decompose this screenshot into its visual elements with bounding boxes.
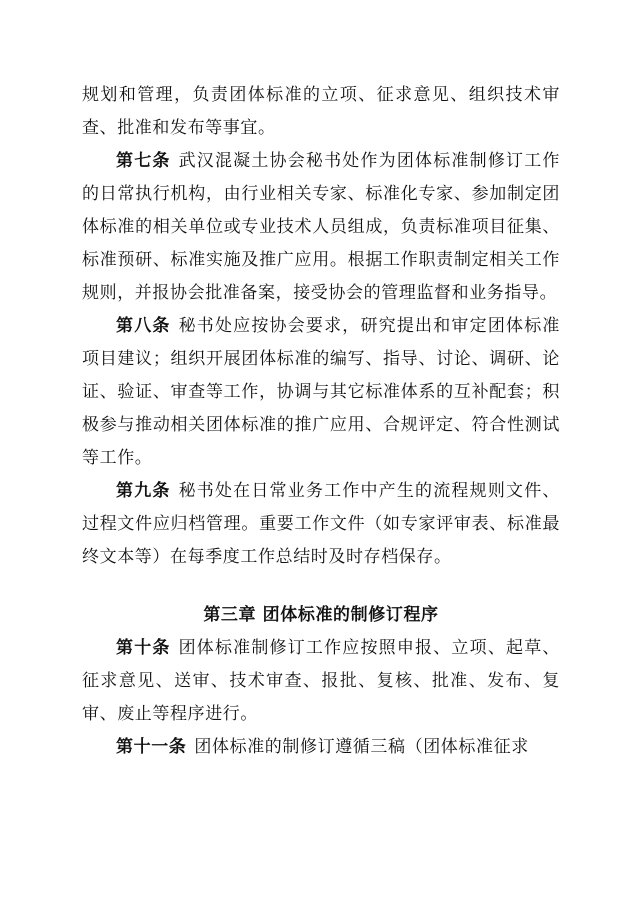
chapter-3-heading: 第三章 团体标准的制修订程序 [203, 605, 439, 625]
article-9-label: 第九条 [116, 481, 171, 501]
article-10-label: 第十条 [116, 638, 171, 658]
article-8-label: 第八条 [116, 316, 171, 336]
article-9-text: 秘书处在日常业务工作中产生的流程规则文件、过程文件应归档管理。重要工作文件（如专家评审表、标准最终文本等）在每季度工作总结时及时存档保存。 [82, 481, 560, 567]
article-8-text: 秘书处应按协会要求，研究提出和审定团体标准项目建议；组织开展团体标准的编写、指导、讨论、调研、论证、验证、审查等工作，协调与其它标准体系的互补配套；积极参与推动相关团体标准的推广应用、合规评定、符合性测试等工作。 [82, 316, 560, 468]
intro-text: 规划和管理，负责团体标准的立项、征求意见、组织技术审查、批准和发布等事宜。 [82, 85, 560, 138]
article-7-paragraph [82, 145, 560, 310]
article-7-text: 武汉混凝土协会秘书处作为团体标准制修订工作的日常执行机构，由行业相关专家、标准化专家、参加制定团体标准的相关单位或专业技术人员组成，负责标准项目征集、标准预研、标准实施及推广应用。根据工作职责制定相关工作规则，并报协会批准备案，接受协会的管理监督和业务指导。 [82, 151, 560, 303]
article-11-paragraph [82, 731, 560, 764]
article-9-paragraph [82, 475, 560, 574]
article-10-paragraph [82, 632, 560, 731]
article-11-label: 第十一条 [116, 737, 187, 757]
document-page [82, 79, 560, 764]
article-7-label: 第七条 [116, 151, 171, 171]
article-8-paragraph [82, 310, 560, 475]
article-11-text: 团体标准的制修订遵循三稿（团体标准征求 [194, 737, 529, 757]
article-10-text: 团体标准制修订工作应按照申报、立项、起草、征求意见、送审、技术审查、报批、复核、批准、发布、复审、废止等程序进行。 [82, 638, 560, 724]
intro-paragraph [82, 79, 560, 145]
